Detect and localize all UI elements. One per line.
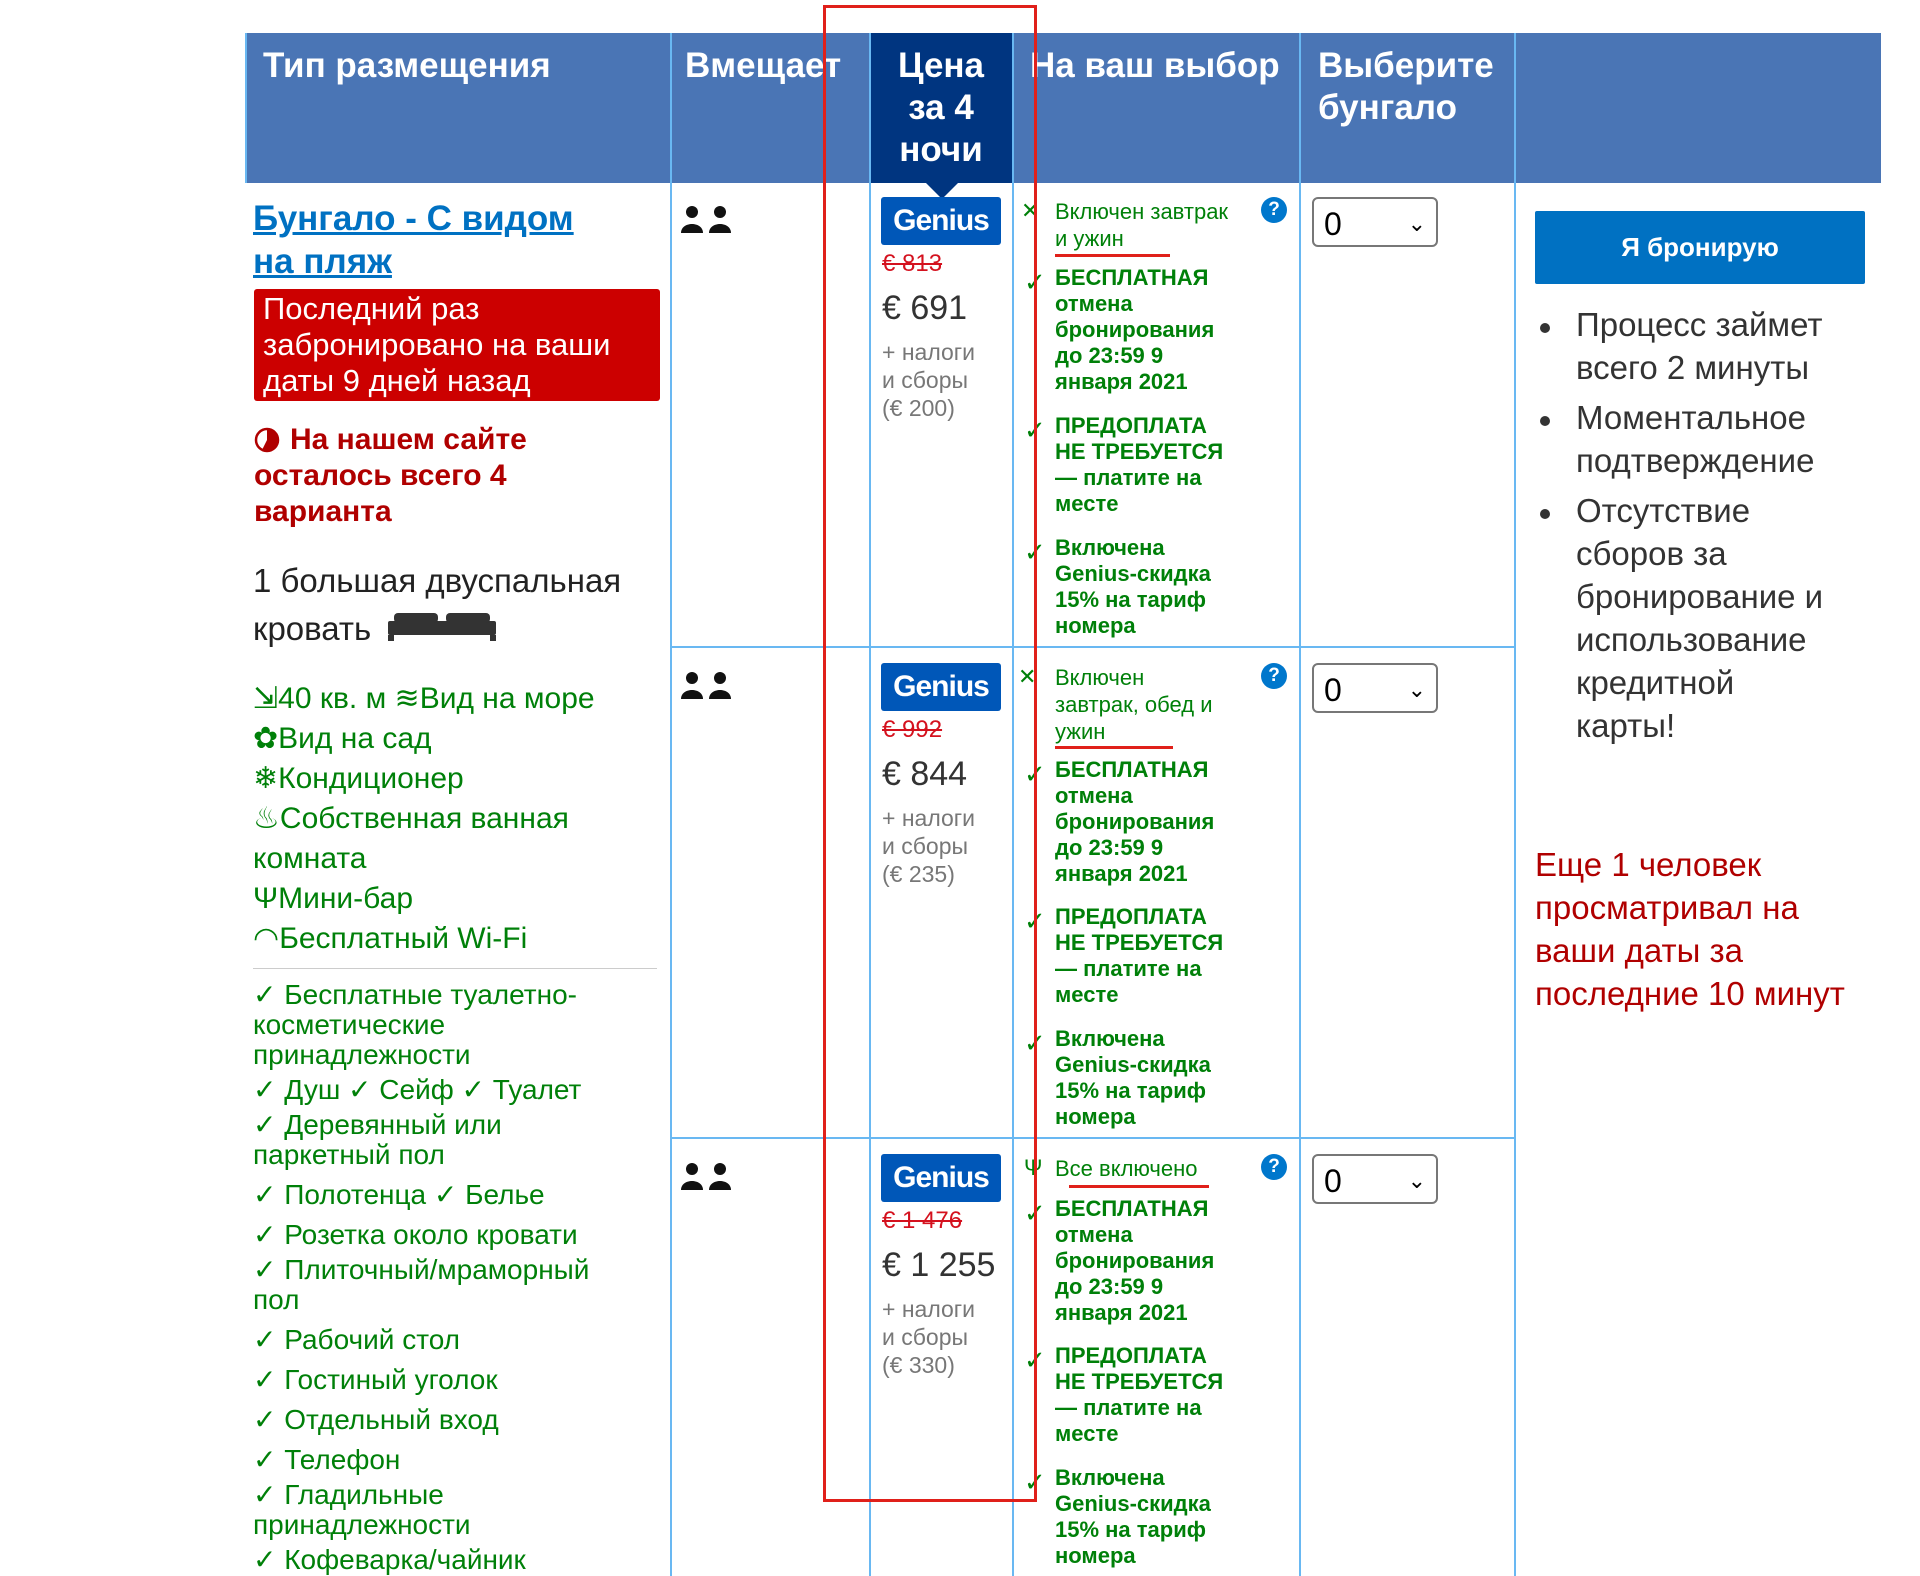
no-prepayment: ПРЕДОПЛАТА НЕ ТРЕБУЕТСЯ — платите на месте [1055,1343,1224,1446]
bullet-item: Моментальное подтверждение [1576,399,1815,479]
meal-info: Все включено [1055,1156,1198,1181]
fork-knife-icon: ✕ [1021,198,1040,223]
check-icon: ✓ [1024,1345,1046,1375]
room-title-link[interactable]: Бунгало - С видом на пляж [253,199,574,281]
people-icon [680,1162,734,1197]
grid-line [245,33,247,183]
genius-discount: Включена Genius-скидка 15% на тариф номера [1055,1026,1211,1129]
wifi-icon: ◠ [253,922,280,955]
bullet-dot [1540,416,1550,426]
people-icon [680,205,734,240]
check-icon: ✓ [1024,415,1046,445]
header-room-type: Тип размещения [263,46,551,85]
annotation-highlight-box [823,5,1040,1502]
annotation-underline [1055,254,1170,257]
help-icon[interactable]: ? [1261,1154,1287,1180]
bullet-dot [1540,323,1550,333]
meal-info: Включен завтрак, обед и ужин [1055,665,1213,744]
facilities-list: ✓ Бесплатные туалетно- косметические принадлежности ✓ Душ ✓ Сейф ✓ Туалет ✓ Деревянный или паркетный пол ✓ Полотенца ✓ Белье ✓ Розетка около кровати ✓ Плиточный/мраморный пол ✓ Рабочий стол ✓ Гостиный уголок ✓ Отдельный вход ✓ Телефон ✓ Гладильные принадлежности ✓ Кофеварка/чайник [253,979,590,1575]
facilities-main: ⇲40 кв. м ≋Вид на море ✿Вид на сад ❄Кондиционер ♨Собственная ванная комната ΨМини-бар ◠Бесплатный Wi-Fi [253,682,595,955]
minibar-icon: Ψ [253,882,279,915]
tax-info: + налоги и сборы (€ 235) [882,805,976,887]
header-choices: На ваш выбор [1030,46,1280,85]
help-icon[interactable]: ? [1261,663,1287,689]
current-price: € 844 [882,755,968,793]
bed-icon [386,607,498,656]
genius-discount: Включена Genius-скидка 15% на тариф номера [1055,1465,1211,1568]
current-price: € 691 [882,289,968,327]
header-select: Выберите бунгало [1318,46,1494,127]
no-prepayment: ПРЕДОПЛАТА НЕ ТРЕБУЕТСЯ — платите на месте [1055,413,1224,516]
bullet-item: Отсутствие сборов за бронирование и использование кредитной карты! [1576,492,1824,744]
last-booked-badge: Последний раз забронировано на ваши даты 9 дней назад [254,289,660,401]
grid-line [1299,33,1301,1576]
check-icon: ✓ [1024,1467,1046,1497]
quantity-select[interactable]: 0 ⌄ [1312,1154,1438,1204]
genius-badge: Genius [881,197,1001,245]
help-icon[interactable]: ? [1261,197,1287,223]
social-proof-message: Еще 1 человек просматривал на ваши даты за последние 10 минут [1535,846,1845,1012]
garden-icon: ✿ [253,722,279,755]
old-price: € 813 [882,250,943,277]
chevron-down-icon: ⌄ [1407,211,1426,236]
header-price: Цена за 4 ночи [897,46,985,169]
chevron-down-icon: ⌄ [1407,677,1426,702]
check-icon: ✓ [1024,906,1046,936]
bullet-item: Процесс займет всего 2 минуты [1576,306,1823,386]
grid-line [1514,33,1516,1576]
scarcity-message: На нашем сайте осталось всего 4 варианта [254,423,527,528]
check-icon: ✓ [1024,759,1046,789]
people-icon [680,671,734,706]
fork-knife-icon: Ψ [1024,1155,1043,1180]
area-icon: ⇲ [253,682,279,715]
chevron-down-icon: ⌄ [1407,1168,1426,1193]
snowflake-icon: ❄ [253,762,279,795]
divider [253,968,657,969]
old-price: € 992 [882,716,943,743]
book-button[interactable]: Я бронирую [1535,211,1865,284]
genius-badge: Genius [881,663,1001,711]
bed-info: 1 большая двуспальная кровать [253,557,621,656]
grid-line [670,646,1515,648]
check-icon: ✓ [1024,267,1046,297]
free-cancellation: БЕСПЛАТНАЯ отмена бронирования до 23:59 9 января 2021 [1055,1196,1215,1325]
genius-badge: Genius [881,1154,1001,1202]
check-icon: ✓ [1024,537,1046,567]
bullet-dot [1540,509,1550,519]
sea-view-icon: ≋ [394,682,420,715]
quantity-select[interactable]: 0 ⌄ [1312,663,1438,713]
bathroom-icon: ♨ [253,802,280,835]
free-cancellation: БЕСПЛАТНАЯ отмена бронирования до 23:59 9 января 2021 [1055,757,1215,886]
annotation-underline [1055,746,1173,749]
fork-knife-icon: ✕ [1018,664,1037,689]
no-prepayment: ПРЕДОПЛАТА НЕ ТРЕБУЕТСЯ — платите на месте [1055,904,1224,1007]
tax-info: + налоги и сборы (€ 200) [882,339,976,421]
current-price: € 1 255 [882,1246,996,1284]
check-icon: ✓ [1024,1198,1046,1228]
tax-info: + налоги и сборы (€ 330) [882,1296,976,1378]
annotation-underline [1069,1185,1209,1188]
meal-info: Включен завтрак и ужин [1055,199,1229,251]
quantity-select[interactable]: 0 ⌄ [1312,197,1438,247]
genius-discount: Включена Genius-скидка 15% на тариф номера [1055,535,1211,638]
old-price: € 1 476 [882,1207,963,1234]
free-cancellation: БЕСПЛАТНАЯ отмена бронирования до 23:59 9 января 2021 [1055,265,1215,394]
grid-line [670,1137,1515,1139]
header-sleeps: Вмещает [685,46,842,85]
check-icon: ✓ [1024,1028,1046,1058]
